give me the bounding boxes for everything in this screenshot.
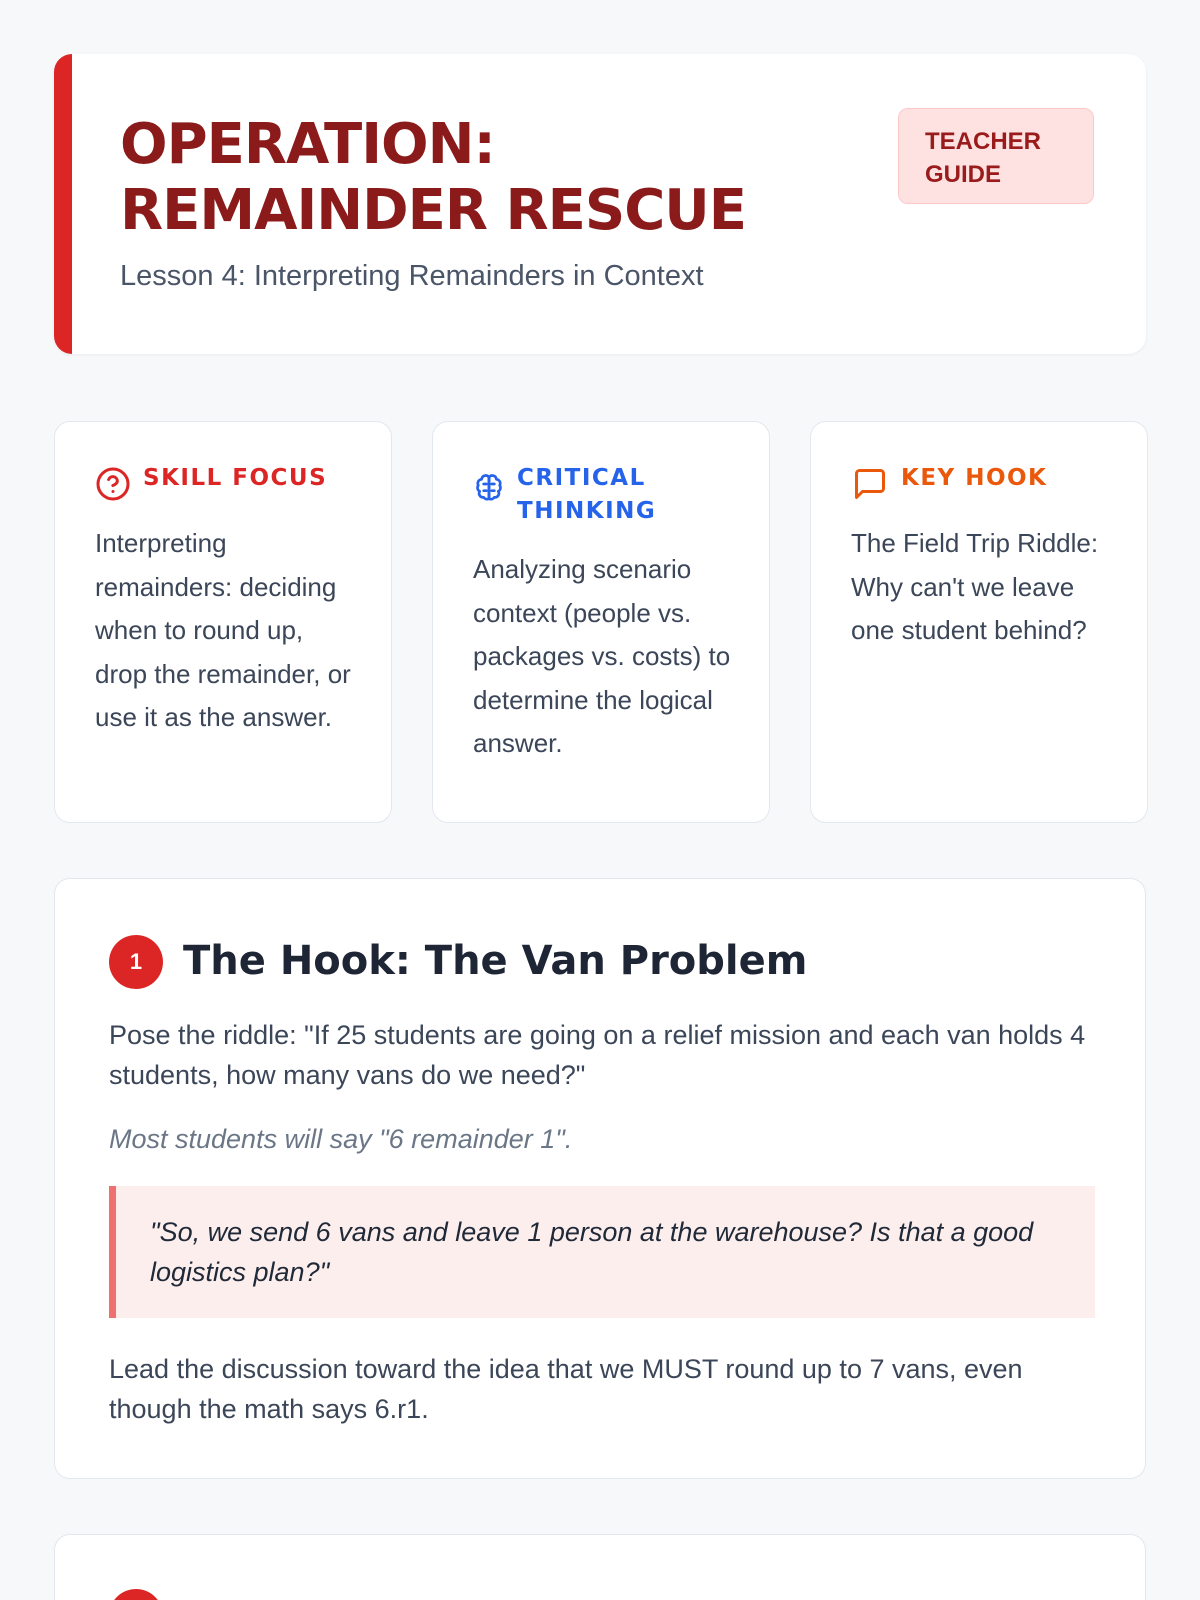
page-title: OPERATION: REMAINDER RESCUE <box>120 112 747 243</box>
section-title: The Hook: The Van Problem <box>183 938 808 984</box>
question-circle-icon <box>95 462 131 507</box>
card-label: KEY HOOK <box>901 465 1048 491</box>
brain-icon <box>473 462 505 509</box>
info-card-key-hook <box>810 421 1148 823</box>
teacher-guide-badge: TEACHER GUIDE <box>898 108 1094 204</box>
speech-bubble-icon <box>851 462 889 507</box>
info-card-skill-focus <box>54 421 392 823</box>
page-subtitle: Lesson 4: Interpreting Remainders in Context <box>120 260 704 292</box>
card-text: Analyzing scenario context (people vs. packages vs. costs) to determine the logical answer. <box>473 554 731 758</box>
header-accent-bar <box>54 54 72 354</box>
card-text: The Field Trip Riddle: Why can't we leave one student behind? <box>851 528 1099 645</box>
section-note: Most students will say "6 remainder 1". <box>109 1124 573 1154</box>
step-number-badge <box>109 1589 163 1600</box>
lesson-header <box>54 54 1146 354</box>
card-label: CRITICAL THINKING <box>517 465 657 524</box>
section-next <box>54 1534 1146 1600</box>
teacher-quote: "So, we send 6 vans and leave 1 person at the warehouse? Is that a good logistics plan?" <box>109 1186 1095 1318</box>
info-card-critical-thinking <box>432 421 770 823</box>
card-label: SKILL FOCUS <box>143 465 328 491</box>
step-number-badge: 1 <box>109 935 163 989</box>
section-hook <box>54 878 1146 1479</box>
section-conclusion: Lead the discussion toward the idea that we MUST round up to 7 vans, even though the math says 6.r1. <box>109 1354 1023 1424</box>
card-text: Interpreting remainders: deciding when to round up, drop the remainder, or use it as the answer. <box>95 528 351 732</box>
section-intro: Pose the riddle: "If 25 students are going on a relief mission and each van holds 4 students, how many vans do we need?" <box>109 1020 1086 1090</box>
